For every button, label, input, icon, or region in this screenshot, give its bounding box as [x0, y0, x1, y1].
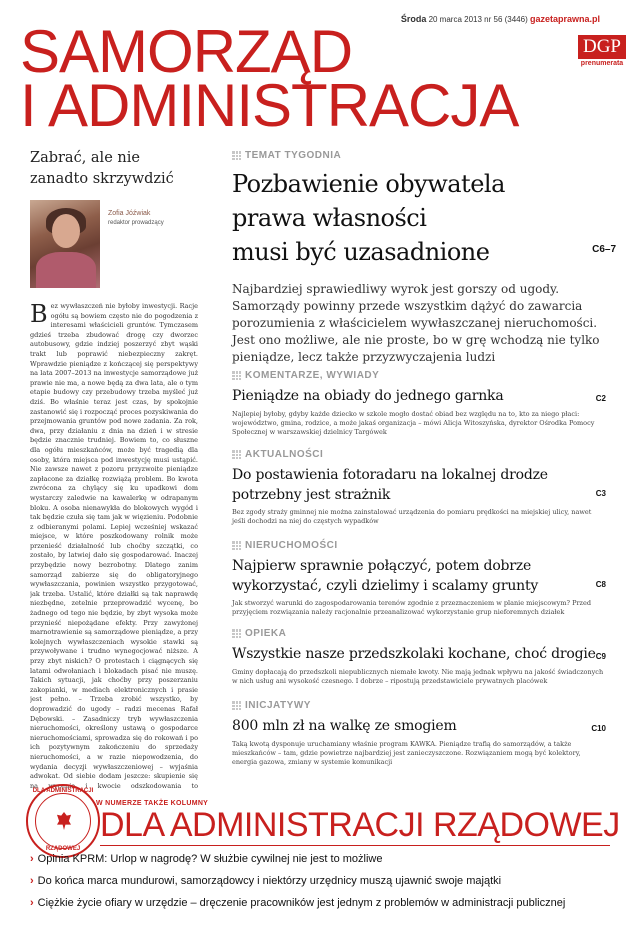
section-label: AKTUALNOŚCI: [245, 449, 324, 460]
author-photo: [30, 200, 100, 288]
feature-page-number: C6–7: [592, 244, 616, 255]
author-name: Zofia Jóźwiak: [108, 210, 151, 218]
section-summary: Gminy dopłacają do przedszkoli niepublicznych niemałe kwoty. Nie mają jednak wpływu na jakość świadczonych w nich usług ani wysokość czesnego. I dobrze – ripostują przedstawiciele prywatnych placówek: [232, 667, 604, 685]
section-label: NIERUCHOMOŚCI: [245, 540, 338, 551]
section-page-number: C9: [595, 652, 606, 661]
editorial-title[interactable]: Zabrać, ale nie zanadto skrzywdzić: [30, 150, 174, 188]
teaser-list: [30, 848, 610, 914]
section-page-number: C8: [595, 580, 606, 589]
section-label: KOMENTARZE, WYWIADY: [245, 370, 380, 381]
grid-icon: [232, 151, 241, 160]
section-comments: [232, 370, 604, 437]
section-news: [232, 449, 604, 526]
section-label: OPIEKA: [245, 628, 287, 639]
grid-icon: [232, 629, 241, 638]
section-property: [232, 540, 604, 617]
stamp-text-bottom: RZĄDOWEJ: [45, 846, 81, 852]
chevron-right-icon: ›: [30, 897, 34, 909]
section-title-line2: I ADMINISTRACJA: [20, 72, 519, 139]
section-page-number: C2: [595, 394, 606, 403]
teaser-item[interactable]: › Opinia KPRM: Urlop w nagrodę? W służbie cywilnej nie jest to możliwe: [30, 848, 610, 870]
government-admin-stamp: [26, 784, 100, 858]
teaser-item[interactable]: › Ciężkie życie ofiary w urzędzie – dręczenie pracowników jest jednym z problemów w administracji publicznej: [30, 892, 610, 914]
issue-date: [401, 14, 600, 24]
section-summary: Taką kwotą dysponuje uruchamiany właśnie program KAWKA. Pieniądze trafią do samorządów, a także mieszkańców – tam, gdzie powietrze najbardziej jest zanieczyszczone. Rozwiązaniem mogą być kolektory, energia gazowa, zmiany w systemie komunikacji: [232, 739, 581, 766]
inside-label: W NUMERZE TAKŻE KOLUMNY: [96, 800, 209, 807]
section-label: INICJATYWY: [245, 700, 311, 711]
section-summary: Bez zgody straży gminnej nie można zainstalować urządzenia do pomiaru prędkości na miejskiej ulicy, nawet jeśli dochodzi na niej do częstych wypadków: [232, 508, 592, 526]
section-headline[interactable]: Pieniądze na obiady do jednego garnka: [232, 388, 504, 404]
banner-divider: [100, 845, 610, 846]
author-block: [30, 200, 198, 288]
eagle-icon: [57, 812, 71, 830]
grid-icon: [232, 541, 241, 550]
issue-day: Środa: [400, 14, 427, 24]
section-page-number: C10: [591, 724, 606, 733]
section-summary: Jak stworzyć warunki do zagospodarowania terenów zgodnie z przeznaczeniem w planie miejscowym? Przed przyjęciem rozwiązania należy racjonalnie przeanalizować wykorzystanie grup nieforemnych działek: [232, 599, 591, 617]
feature-label: TEMAT TYGODNIA: [232, 150, 612, 161]
author-role: redaktor prowadzący: [108, 220, 164, 227]
dgp-logo-subtitle: prenumerata: [580, 60, 624, 67]
editorial-column: [30, 148, 198, 790]
section-headline[interactable]: Najpierw sprawnie połączyć, potem dobrze wykorzystać, czyli dzielimy i scalamy grunty: [232, 558, 539, 594]
section-summary: Najlepiej byłoby, gdyby każde dziecko w szkole mogło dostać obiad bez względu na to, kto za niego płaci: województwo, gmina, rodzice, a może jakaś organizacja – mówi Alicja Witoszyńska, dyrektor Ośrodka Pomocy Społecznej w warszawskiej dzielnicy Targówek: [232, 409, 595, 436]
section-headline[interactable]: 800 mln zł na walkę ze smogiem: [232, 718, 457, 734]
dropcap: B: [30, 302, 48, 329]
teaser-item[interactable]: › Do końca marca mundurowi, samorządowcy i niektórzy urzędnicy muszą ujawnić swoje majątki: [30, 870, 610, 892]
chevron-right-icon: ›: [30, 853, 34, 865]
website-link[interactable]: gazetaprawna.pl: [529, 14, 600, 24]
dgp-logo[interactable]: DGP: [578, 35, 626, 59]
section-headline[interactable]: Wszystkie nasze przedszkolaki kochane, choć drogie: [232, 646, 596, 662]
chevron-right-icon: ›: [30, 875, 34, 887]
section-page-number: C3: [595, 489, 606, 498]
grid-icon: [232, 701, 241, 710]
government-admin-banner[interactable]: DLA ADMINISTRACJI RZĄDOWEJ: [100, 806, 620, 844]
section-title-line1: SAMORZĄD: [20, 18, 353, 85]
grid-icon: [232, 371, 241, 380]
feature-lead: Najbardziej sprawiedliwy wyrok jest gorszy od ugody. Samorządy powinny przede wszystkim dążyć do zawarcia porozumienia z właścicielem wywłaszczanej nieruchomości. Jest ono możliwe, ale nie proste, bo w grę wchodzą nie tylko pieniądze, lecz także przyzwyczajenia ludzi: [232, 282, 600, 365]
section-headline[interactable]: Do postawienia fotoradaru na lokalnej drodze potrzebny jest strażnik: [232, 467, 548, 503]
issue-date-number: 20 marca 2013 nr 56 (3446): [428, 15, 528, 24]
stamp-text-top: DLA ADMINISTRACJI: [32, 788, 94, 794]
feature-title[interactable]: Pozbawienie obywatela prawa własności musi być uzasadnione: [232, 170, 505, 267]
feature-article: [232, 150, 612, 366]
section-initiatives: [232, 700, 604, 767]
grid-icon: [232, 450, 241, 459]
editorial-body-text: ez wywłaszczeń nie byłoby inwestycji. Racje ogółu są bowiem często nie do pogodzenia z interesami właścicieli gruntów. Tymczasem gdzieś trzeba zbudować drogę czy dworzec autobusowy, gdzie indziej poszerzyć zbyt wąski trakt lub poprawić niebezpieczny zakręt. Wprawdzie pieniądze z kończącej się perspektywy na lata 2007–2013 na inwestycje samorządowe już prawie nie ma, a nowe będą za dwa lata, ale o tym etapie budowy czy przebudowy trzeba myśleć już dziś. Bo właśnie teraz jest czas, by spokojnie zastanowić się i rozpocząć proces pozyskiwania do przejmowania gruntów pod nowe zadania. Za rok, dwa, przy działaniu z dnia na dzień i w stresie będzie znacznie trudniej. Bowiem to, co słuszne dla ogółu mieszkańców, może być tragedią dla osoby, która miejsca pod inwestycję musi ustąpić. Nie zawsze nawet z pozoru przyzwoite pieniądze zapłacone za działkę rozwiążą problem. Bo kwota zwrócona za chylący się ku upadkowi dom wystarczy zaledwie na kawalerkę w odrapanym bloku. A osoba nienawykła do blokowych wygód i tak będzie czuła się tam jak w więzieniu. Podobnie z odbieranymi polami. Lepiej wcześniej wskazać miejsce, w które poszkodowany rolnik może przenieść działalność lub choćby szczątki, co zostało, by latwiej dało się gospodarować. Inaczej przybędzie nowy bezrobotny. Dlatego zanim samorząd zabierze się do obligatoryjnego wywłaszczania, powinien wszystko przygotować, jak trzeba. Ustalić, które działki są tak naprawdę niezbędne, zetelnie przeprowadzić wycenę, bo żadnego od tego nie będzie, by zbyt wysoka może przynieść niepożądane efekty. Przy zawyżonej marnotrawienie są samorządowe pieniądze, a przy kolejnych wywłaszczeniach wysokie stawki są przywoływane i trudno wynegocjować niższe. A przy zbyt niskich? O protestach i ciągnących się latami odwołaniach i blokadach pisać nie muszę. Takich sytuacji, jak choćby przy poszerzaniu zakopianki, w mediach elektronicznych i prasie jest pełno. – Trzeba zrobić wszystko, by doprowadzić do ugody – radzi mecenas Rafał Dębowski. – Zasadniczy tryb wywłaszczenia nieruchomości, określony ustawą o gospodarce nieruchomościami, sprowadza się do rokowań i po ich pozytywnym zakończeniu do sprzedaży nieruchomości, a w razie niepowodzenia, do wydania decyzji wywłaszczeniowej – wyjaśnia adwokat. Od siebie dodam jeszcze: skupienie się na wycenie i kwocie odszkodowania to: [30, 302, 198, 790]
editorial-body: [30, 302, 198, 790]
section-care: [232, 628, 604, 686]
